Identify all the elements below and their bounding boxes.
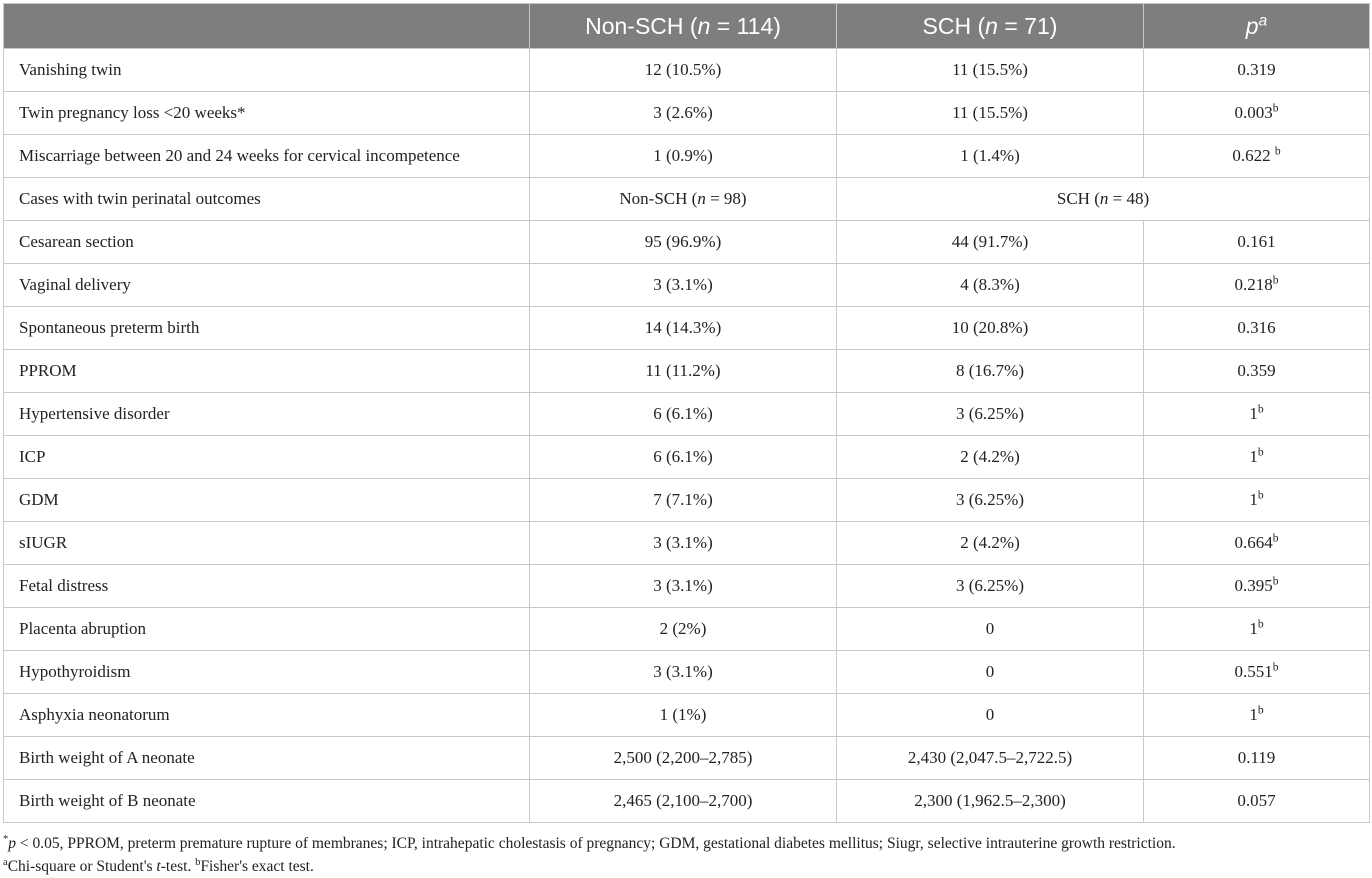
sch-value: 2 (4.2%)	[837, 522, 1144, 565]
sch-value: 3 (6.25%)	[837, 393, 1144, 436]
non-sch-value: 3 (3.1%)	[530, 565, 837, 608]
table-row	[4, 135, 1370, 178]
table-row	[4, 92, 1370, 135]
p-value: 1$^b$	[1144, 479, 1370, 522]
row-label: Birth weight of A neonate	[4, 737, 530, 780]
p-value: 0.319	[1144, 49, 1370, 92]
p-value: 0.395$^b$	[1144, 565, 1370, 608]
header-non-sch: Non-SCH (n = 114)	[530, 4, 837, 49]
non-sch-value: 12 (10.5%)	[530, 49, 837, 92]
p-value: 0.551$^b$	[1144, 651, 1370, 694]
header-sch: SCH (n = 71)	[837, 4, 1144, 49]
table-row	[4, 780, 1370, 823]
p-value: 0.119	[1144, 737, 1370, 780]
p-value: 0.161	[1144, 221, 1370, 264]
footnote-star: *p < 0.05, PPROM, preterm premature rupture of membranes; ICP, intrahepatic cholestasis of pregnancy; GDM, gestational diabetes mellitus; Siugr, selective intrauterine growth restriction.	[3, 833, 1176, 852]
p-value: 1$^b$	[1144, 436, 1370, 479]
table-row	[4, 737, 1370, 780]
sch-value: 0	[837, 651, 1144, 694]
table-row	[4, 565, 1370, 608]
sch-value: 2 (4.2%)	[837, 436, 1144, 479]
header-label-cell	[4, 4, 530, 49]
sch-value: 11 (15.5%)	[837, 49, 1144, 92]
sch-value: 2,430 (2,047.5–2,722.5)	[837, 737, 1144, 780]
table-row	[4, 608, 1370, 651]
row-label: Asphyxia neonatorum	[4, 694, 530, 737]
subheader-label: Cases with twin perinatal outcomes	[4, 178, 530, 221]
table-row	[4, 522, 1370, 565]
sch-value: 8 (16.7%)	[837, 350, 1144, 393]
non-sch-value: 6 (6.1%)	[530, 436, 837, 479]
row-label: Birth weight of B neonate	[4, 780, 530, 823]
sch-value: 0	[837, 694, 1144, 737]
table-row	[4, 694, 1370, 737]
subheader-row	[4, 178, 1370, 221]
non-sch-value: 6 (6.1%)	[530, 393, 837, 436]
table-row	[4, 49, 1370, 92]
non-sch-value: 3 (3.1%)	[530, 522, 837, 565]
non-sch-value: 1 (0.9%)	[530, 135, 837, 178]
row-label: ICP	[4, 436, 530, 479]
row-label: Vanishing twin	[4, 49, 530, 92]
p-value: 0.316	[1144, 307, 1370, 350]
sch-value: 11 (15.5%)	[837, 92, 1144, 135]
table-row	[4, 221, 1370, 264]
table-row	[4, 350, 1370, 393]
non-sch-value: 11 (11.2%)	[530, 350, 837, 393]
table-row	[4, 479, 1370, 522]
p-value: 1$^b$	[1144, 694, 1370, 737]
non-sch-value: 3 (3.1%)	[530, 264, 837, 307]
table-row	[4, 393, 1370, 436]
sch-value: 3 (6.25%)	[837, 565, 1144, 608]
p-value: 0.218$^b$	[1144, 264, 1370, 307]
row-label: Twin pregnancy loss <20 weeks*	[4, 92, 530, 135]
row-label: Spontaneous preterm birth	[4, 307, 530, 350]
table-row	[4, 436, 1370, 479]
sch-value: 1 (1.4%)	[837, 135, 1144, 178]
p-value: 0.057	[1144, 780, 1370, 823]
p-value: 1$^b$	[1144, 608, 1370, 651]
non-sch-value: 1 (1%)	[530, 694, 837, 737]
row-label: Fetal distress	[4, 565, 530, 608]
row-label: Cesarean section	[4, 221, 530, 264]
row-label: PPROM	[4, 350, 530, 393]
table-container	[3, 3, 1369, 823]
row-label: Miscarriage between 20 and 24 weeks for cervical incompetence	[4, 135, 530, 178]
non-sch-value: 2,500 (2,200–2,785)	[530, 737, 837, 780]
table-row	[4, 307, 1370, 350]
sch-value: 3 (6.25%)	[837, 479, 1144, 522]
non-sch-value: 14 (14.3%)	[530, 307, 837, 350]
subheader-sch: SCH (n = 48)	[837, 178, 1370, 221]
sch-value: 44 (91.7%)	[837, 221, 1144, 264]
results-table	[3, 3, 1370, 823]
row-label: sIUGR	[4, 522, 530, 565]
p-value: 0.664$^b$	[1144, 522, 1370, 565]
non-sch-value: 3 (2.6%)	[530, 92, 837, 135]
p-value: 0.359	[1144, 350, 1370, 393]
subheader-non-sch: Non-SCH (n = 98)	[530, 178, 837, 221]
non-sch-value: 95 (96.9%)	[530, 221, 837, 264]
sch-value: 2,300 (1,962.5–2,300)	[837, 780, 1144, 823]
table-row	[4, 651, 1370, 694]
sch-value: 4 (8.3%)	[837, 264, 1144, 307]
row-label: Hypothyroidism	[4, 651, 530, 694]
non-sch-value: 7 (7.1%)	[530, 479, 837, 522]
sch-value: 0	[837, 608, 1144, 651]
p-value: 0.622 $^b$	[1144, 135, 1370, 178]
table-footnotes	[3, 832, 1369, 878]
non-sch-value: 2,465 (2,100–2,700)	[530, 780, 837, 823]
row-label: Hypertensive disorder	[4, 393, 530, 436]
row-label: Placenta abruption	[4, 608, 530, 651]
header-p-value: $p^a$	[1144, 4, 1370, 49]
sch-value: 10 (20.8%)	[837, 307, 1144, 350]
header-row	[4, 4, 1370, 49]
non-sch-value: 3 (3.1%)	[530, 651, 837, 694]
non-sch-value: 2 (2%)	[530, 608, 837, 651]
table-row	[4, 264, 1370, 307]
row-label: GDM	[4, 479, 530, 522]
footnote-a-b: $^a$Chi-square or Student's t-test. $^b$Fisher's exact test.	[3, 856, 314, 875]
p-value: 1$^b$	[1144, 393, 1370, 436]
row-label: Vaginal delivery	[4, 264, 530, 307]
p-value: 0.003$^b$	[1144, 92, 1370, 135]
